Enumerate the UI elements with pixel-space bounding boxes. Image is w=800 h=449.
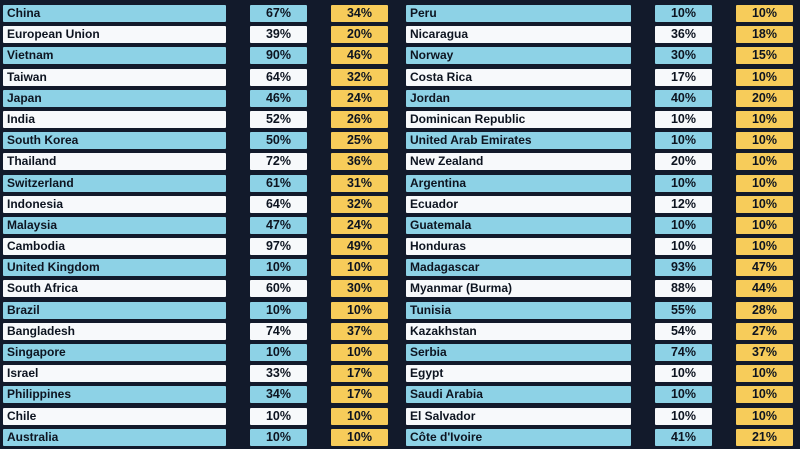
country-name-right: Serbia bbox=[406, 344, 631, 361]
value-cell-right: 54% bbox=[655, 323, 712, 340]
value-cell-left: 74% bbox=[250, 323, 307, 340]
rate-cell-right: 10% bbox=[736, 238, 793, 255]
value-cell-left: 72% bbox=[250, 153, 307, 170]
value-cell-right: 12% bbox=[655, 196, 712, 213]
country-name-left: Vietnam bbox=[3, 47, 226, 64]
value-cell-right: 93% bbox=[655, 259, 712, 276]
country-name-left: Chile bbox=[3, 408, 226, 425]
rate-cell-left: 26% bbox=[331, 111, 388, 128]
value-cell-right: 10% bbox=[655, 111, 712, 128]
table-row bbox=[0, 216, 800, 237]
country-name-right: Costa Rica bbox=[406, 69, 631, 86]
country-name-left: Israel bbox=[3, 365, 226, 382]
value-cell-right: 10% bbox=[655, 238, 712, 255]
rate-cell-right: 18% bbox=[736, 26, 793, 43]
country-name-left: Singapore bbox=[3, 344, 226, 361]
value-cell-left: 10% bbox=[250, 344, 307, 361]
rate-cell-right: 27% bbox=[736, 323, 793, 340]
table-row bbox=[0, 110, 800, 131]
rate-cell-right: 10% bbox=[736, 111, 793, 128]
country-name-right: United Arab Emirates bbox=[406, 132, 631, 149]
country-name-right: Saudi Arabia bbox=[406, 386, 631, 403]
value-cell-left: 47% bbox=[250, 217, 307, 234]
table-row bbox=[0, 195, 800, 216]
value-cell-right: 41% bbox=[655, 429, 712, 446]
rate-cell-left: 10% bbox=[331, 302, 388, 319]
country-name-right: Dominican Republic bbox=[406, 111, 631, 128]
country-name-left: Bangladesh bbox=[3, 323, 226, 340]
country-name-left: India bbox=[3, 111, 226, 128]
value-cell-right: 10% bbox=[655, 386, 712, 403]
table-row bbox=[0, 301, 800, 322]
rate-cell-left: 34% bbox=[331, 5, 388, 22]
table-row bbox=[0, 46, 800, 67]
country-name-left: China bbox=[3, 5, 226, 22]
country-name-left: Cambodia bbox=[3, 238, 226, 255]
rate-cell-right: 28% bbox=[736, 302, 793, 319]
country-name-left: South Africa bbox=[3, 280, 226, 297]
rate-cell-left: 10% bbox=[331, 344, 388, 361]
rate-cell-right: 37% bbox=[736, 344, 793, 361]
rate-cell-left: 17% bbox=[331, 386, 388, 403]
country-name-left: Indonesia bbox=[3, 196, 226, 213]
rate-cell-right: 15% bbox=[736, 47, 793, 64]
tariff-table bbox=[0, 4, 800, 449]
rate-cell-left: 10% bbox=[331, 408, 388, 425]
value-cell-right: 30% bbox=[655, 47, 712, 64]
rate-cell-left: 24% bbox=[331, 217, 388, 234]
table-row bbox=[0, 364, 800, 385]
rate-cell-left: 37% bbox=[331, 323, 388, 340]
rate-cell-left: 36% bbox=[331, 153, 388, 170]
value-cell-left: 52% bbox=[250, 111, 307, 128]
table-row bbox=[0, 407, 800, 428]
country-name-left: Thailand bbox=[3, 153, 226, 170]
rate-cell-right: 47% bbox=[736, 259, 793, 276]
value-cell-right: 10% bbox=[655, 408, 712, 425]
value-cell-right: 10% bbox=[655, 5, 712, 22]
table-row bbox=[0, 25, 800, 46]
rate-cell-left: 30% bbox=[331, 280, 388, 297]
rate-cell-left: 10% bbox=[331, 259, 388, 276]
country-name-left: Japan bbox=[3, 90, 226, 107]
rate-cell-right: 21% bbox=[736, 429, 793, 446]
rate-cell-right: 20% bbox=[736, 90, 793, 107]
country-name-left: Malaysia bbox=[3, 217, 226, 234]
rate-cell-right: 10% bbox=[736, 153, 793, 170]
table-row bbox=[0, 237, 800, 258]
country-name-right: Madagascar bbox=[406, 259, 631, 276]
rate-cell-right: 10% bbox=[736, 408, 793, 425]
rate-cell-left: 32% bbox=[331, 69, 388, 86]
value-cell-left: 97% bbox=[250, 238, 307, 255]
value-cell-right: 88% bbox=[655, 280, 712, 297]
country-name-right: Côte d'Ivoire bbox=[406, 429, 631, 446]
country-name-right: Jordan bbox=[406, 90, 631, 107]
table-row bbox=[0, 131, 800, 152]
country-name-left: Australia bbox=[3, 429, 226, 446]
rate-cell-left: 20% bbox=[331, 26, 388, 43]
value-cell-right: 10% bbox=[655, 132, 712, 149]
value-cell-right: 10% bbox=[655, 217, 712, 234]
country-name-right: Honduras bbox=[406, 238, 631, 255]
country-name-left: United Kingdom bbox=[3, 259, 226, 276]
rate-cell-right: 10% bbox=[736, 365, 793, 382]
table-row bbox=[0, 258, 800, 279]
country-name-right: New Zealand bbox=[406, 153, 631, 170]
value-cell-left: 61% bbox=[250, 175, 307, 192]
rate-cell-left: 17% bbox=[331, 365, 388, 382]
country-name-right: Egypt bbox=[406, 365, 631, 382]
rate-cell-right: 10% bbox=[736, 69, 793, 86]
country-name-left: Taiwan bbox=[3, 69, 226, 86]
value-cell-left: 64% bbox=[250, 196, 307, 213]
country-name-right: Ecuador bbox=[406, 196, 631, 213]
value-cell-left: 10% bbox=[250, 302, 307, 319]
rate-cell-right: 44% bbox=[736, 280, 793, 297]
country-name-right: Argentina bbox=[406, 175, 631, 192]
country-name-left: Switzerland bbox=[3, 175, 226, 192]
rate-cell-right: 10% bbox=[736, 196, 793, 213]
value-cell-right: 40% bbox=[655, 90, 712, 107]
value-cell-left: 60% bbox=[250, 280, 307, 297]
country-name-right: Nicaragua bbox=[406, 26, 631, 43]
table-row bbox=[0, 152, 800, 173]
value-cell-right: 74% bbox=[655, 344, 712, 361]
rate-cell-left: 31% bbox=[331, 175, 388, 192]
rate-cell-left: 24% bbox=[331, 90, 388, 107]
rate-cell-right: 10% bbox=[736, 132, 793, 149]
country-name-left: Brazil bbox=[3, 302, 226, 319]
table-row bbox=[0, 385, 800, 406]
table-row bbox=[0, 343, 800, 364]
value-cell-left: 39% bbox=[250, 26, 307, 43]
rate-cell-left: 25% bbox=[331, 132, 388, 149]
value-cell-left: 50% bbox=[250, 132, 307, 149]
value-cell-right: 20% bbox=[655, 153, 712, 170]
value-cell-left: 90% bbox=[250, 47, 307, 64]
value-cell-left: 10% bbox=[250, 259, 307, 276]
value-cell-left: 33% bbox=[250, 365, 307, 382]
rate-cell-right: 10% bbox=[736, 175, 793, 192]
country-name-right: Norway bbox=[406, 47, 631, 64]
country-name-right: Tunisia bbox=[406, 302, 631, 319]
rate-cell-right: 10% bbox=[736, 217, 793, 234]
table-row bbox=[0, 174, 800, 195]
value-cell-right: 10% bbox=[655, 365, 712, 382]
country-name-right: El Salvador bbox=[406, 408, 631, 425]
rate-cell-right: 10% bbox=[736, 5, 793, 22]
country-name-right: Kazakhstan bbox=[406, 323, 631, 340]
table-row bbox=[0, 68, 800, 89]
rate-cell-left: 46% bbox=[331, 47, 388, 64]
value-cell-left: 10% bbox=[250, 408, 307, 425]
country-name-left: European Union bbox=[3, 26, 226, 43]
rate-cell-left: 49% bbox=[331, 238, 388, 255]
value-cell-left: 67% bbox=[250, 5, 307, 22]
table-row bbox=[0, 322, 800, 343]
value-cell-right: 17% bbox=[655, 69, 712, 86]
rate-cell-left: 10% bbox=[331, 429, 388, 446]
value-cell-left: 46% bbox=[250, 90, 307, 107]
value-cell-left: 64% bbox=[250, 69, 307, 86]
rate-cell-left: 32% bbox=[331, 196, 388, 213]
value-cell-right: 55% bbox=[655, 302, 712, 319]
country-name-left: South Korea bbox=[3, 132, 226, 149]
value-cell-right: 36% bbox=[655, 26, 712, 43]
table-row bbox=[0, 89, 800, 110]
table-row bbox=[0, 4, 800, 25]
table-row bbox=[0, 279, 800, 300]
country-name-left: Philippines bbox=[3, 386, 226, 403]
value-cell-left: 34% bbox=[250, 386, 307, 403]
country-name-right: Peru bbox=[406, 5, 631, 22]
country-name-right: Myanmar (Burma) bbox=[406, 280, 631, 297]
value-cell-right: 10% bbox=[655, 175, 712, 192]
rate-cell-right: 10% bbox=[736, 386, 793, 403]
value-cell-left: 10% bbox=[250, 429, 307, 446]
table-row bbox=[0, 428, 800, 449]
country-name-right: Guatemala bbox=[406, 217, 631, 234]
